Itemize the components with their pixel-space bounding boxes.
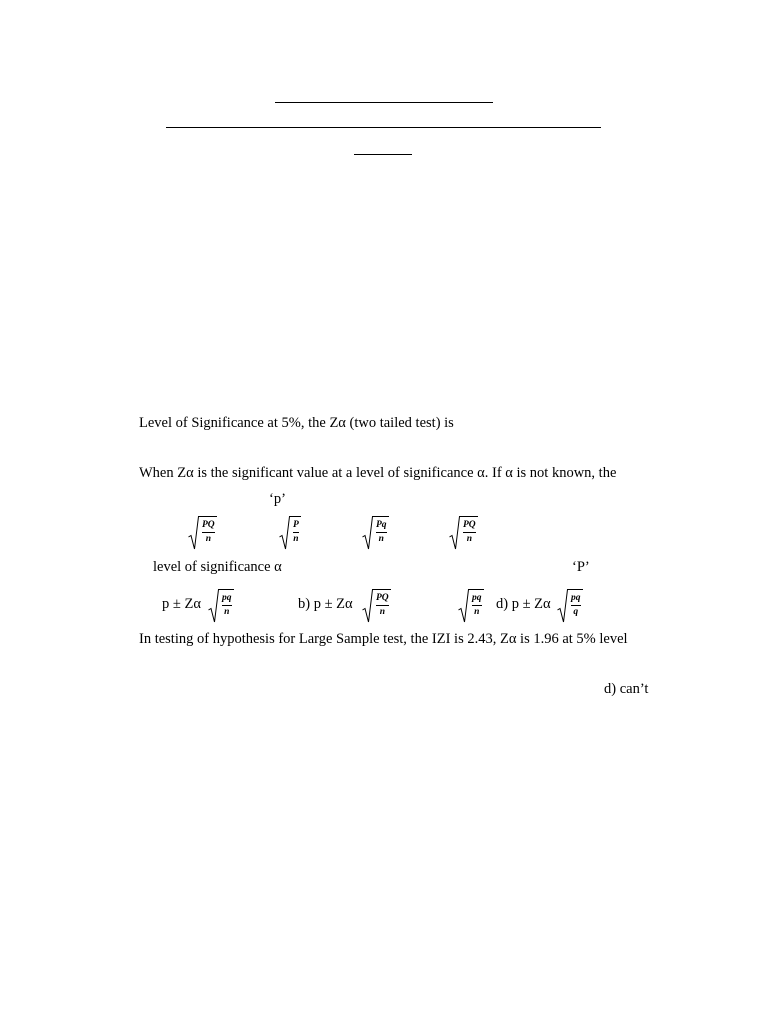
fraction bbox=[373, 516, 389, 550]
fraction-denominator: n bbox=[205, 534, 211, 544]
fraction-bar bbox=[472, 605, 482, 606]
q3-option-d-prefix: d) p ± Zα bbox=[496, 596, 551, 612]
question-2-text: When Zα is the significant value at a level of significance α. If α is not known, the bbox=[139, 465, 617, 481]
header-blank-line-2 bbox=[166, 127, 601, 128]
q4-option-d: d) can’t bbox=[604, 681, 649, 697]
fraction-bar bbox=[463, 532, 476, 533]
fraction-numerator: P bbox=[293, 520, 299, 530]
fraction-denominator: n bbox=[224, 607, 230, 617]
radical-sign-icon bbox=[557, 589, 568, 623]
fraction-numerator: PQ bbox=[463, 520, 476, 530]
q2-option-c-sqrt bbox=[362, 516, 389, 550]
fraction-bar bbox=[571, 605, 581, 606]
radical-sign-icon bbox=[449, 516, 460, 550]
radical-sign-icon bbox=[208, 589, 219, 623]
fraction-denominator: n bbox=[379, 607, 385, 617]
fraction-bar bbox=[376, 605, 389, 606]
radical-sign-icon bbox=[279, 516, 290, 550]
question-3-fragment: ‘P’ bbox=[572, 559, 590, 575]
fraction-bar bbox=[202, 532, 215, 533]
fraction bbox=[469, 589, 484, 623]
fraction bbox=[568, 589, 583, 623]
fraction-denominator: n bbox=[378, 534, 384, 544]
q3-option-d-sqrt bbox=[557, 589, 583, 623]
radical-sign-icon bbox=[188, 516, 199, 550]
radical-sign-icon bbox=[362, 516, 373, 550]
header-blank-line-3 bbox=[354, 154, 412, 155]
fraction-numerator: pq bbox=[222, 593, 232, 603]
radical-sign-icon bbox=[362, 589, 373, 623]
q2-option-a-sqrt bbox=[188, 516, 217, 550]
fraction bbox=[219, 589, 234, 623]
question-3-text: level of significance α bbox=[153, 559, 282, 575]
fraction-denominator: n bbox=[474, 607, 480, 617]
q3-option-c-sqrt bbox=[458, 589, 484, 623]
fraction-denominator: n bbox=[293, 534, 299, 544]
fraction-bar bbox=[293, 532, 299, 533]
fraction bbox=[373, 589, 391, 623]
fraction-numerator: pq bbox=[472, 593, 482, 603]
fraction-denominator: q bbox=[573, 607, 579, 617]
header-blank-line-1 bbox=[275, 102, 493, 103]
fraction-bar bbox=[376, 532, 387, 533]
fraction-numerator: PQ bbox=[202, 520, 215, 530]
q3-option-a-sqrt bbox=[208, 589, 234, 623]
question-4-text: In testing of hypothesis for Large Sample test, the IZI is 2.43, Zα is 1.96 at 5% level bbox=[139, 631, 628, 647]
q3-option-a-prefix: p ± Zα bbox=[162, 596, 201, 612]
question-1-text: Level of Significance at 5%, the Zα (two tailed test) is bbox=[139, 415, 454, 431]
fraction bbox=[199, 516, 217, 550]
fraction-denominator: n bbox=[466, 534, 472, 544]
q3-option-b-sqrt bbox=[362, 589, 391, 623]
fraction-numerator: PQ bbox=[376, 593, 389, 603]
q3-option-b-prefix: b) p ± Zα bbox=[298, 596, 353, 612]
fraction-bar bbox=[222, 605, 232, 606]
fraction-numerator: Pq bbox=[376, 520, 387, 530]
radical-sign-icon bbox=[458, 589, 469, 623]
q2-option-d-sqrt bbox=[449, 516, 478, 550]
q2-option-b-sqrt bbox=[279, 516, 301, 550]
question-2-fragment: ‘p’ bbox=[269, 491, 286, 507]
fraction bbox=[290, 516, 301, 550]
fraction-numerator: pq bbox=[571, 593, 581, 603]
fraction bbox=[460, 516, 478, 550]
